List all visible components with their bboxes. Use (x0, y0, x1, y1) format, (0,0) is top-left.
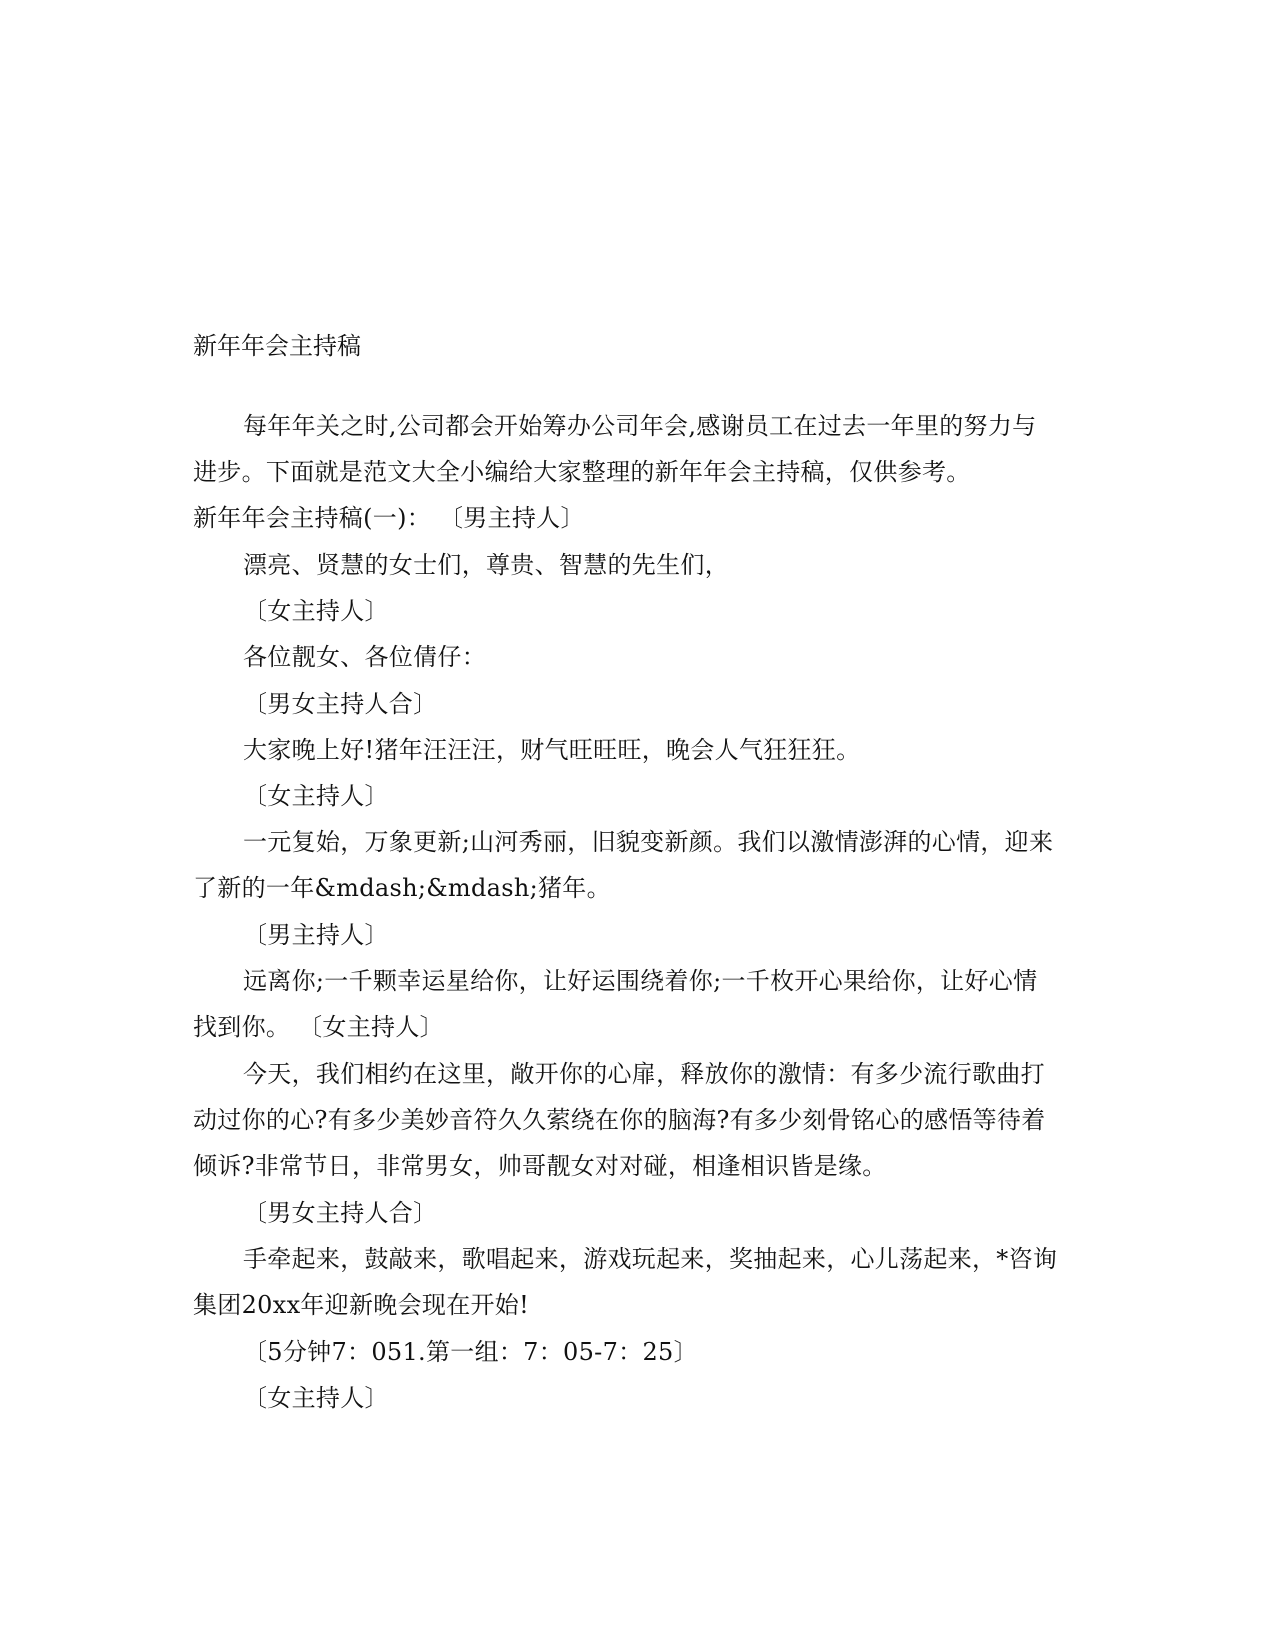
paragraph-line: 远离你;一千颗幸运星给你，让好运围绕着你;一千枚开心果给你，让好心情 (243, 967, 1038, 995)
speaker-label: 〔女主持人〕 (243, 1384, 389, 1412)
section-heading-line: 新年年会主持稿(一)： 〔男主持人〕 (193, 504, 585, 532)
speaker-label: 〔男女主持人合〕 (243, 1199, 438, 1227)
paragraph-line: 每年年关之时,公司都会开始筹办公司年会,感谢员工在过去一年里的努力与 (243, 412, 1037, 440)
paragraph-line: 了新的一年&mdash;&mdash;猪年。 (193, 874, 611, 902)
paragraph-line: 动过你的心?有多少美妙音符久久萦绕在你的脑海?有多少刻骨铭心的感悟等待着 (193, 1106, 1046, 1134)
speaker-label: 〔女主持人〕 (243, 782, 389, 810)
paragraph-line: 今天，我们相约在这里，敞开你的心扉，释放你的激情：有多少流行歌曲打 (243, 1060, 1045, 1088)
paragraph-line: 倾诉?非常节日，非常男女，帅哥靓女对对碰，相逢相识皆是缘。 (193, 1152, 887, 1180)
paragraph-line: 找到你。 〔女主持人〕 (193, 1013, 444, 1041)
speaker-label: 〔女主持人〕 (243, 597, 389, 625)
paragraph-line: 进步。下面就是范文大全小编给大家整理的新年年会主持稿，仅供参考。 (193, 458, 971, 486)
paragraph-line: 各位靓女、各位倩仔： (243, 643, 486, 671)
speaker-label: 〔男主持人〕 (243, 921, 389, 949)
paragraph-line: 漂亮、贤慧的女士们，尊贵、智慧的先生们， (243, 551, 729, 579)
timing-note: 〔5分钟7：051.第一组：7：05-7：25〕 (243, 1338, 698, 1366)
paragraph-line: 集团20xx年迎新晚会现在开始! (193, 1291, 530, 1319)
speaker-label: 〔男女主持人合〕 (243, 690, 438, 718)
paragraph-line: 手牵起来，鼓敲来，歌唱起来，游戏玩起来，奖抽起来，心儿荡起来，*咨询 (243, 1245, 1058, 1273)
document-title: 新年年会主持稿 (193, 332, 361, 360)
paragraph-line: 大家晚上好!猪年汪汪汪，财气旺旺旺，晚会人气狂狂狂。 (243, 736, 861, 764)
paragraph-line: 一元复始，万象更新;山河秀丽，旧貌变新颜。我们以激情澎湃的心情，迎来 (243, 828, 1054, 856)
